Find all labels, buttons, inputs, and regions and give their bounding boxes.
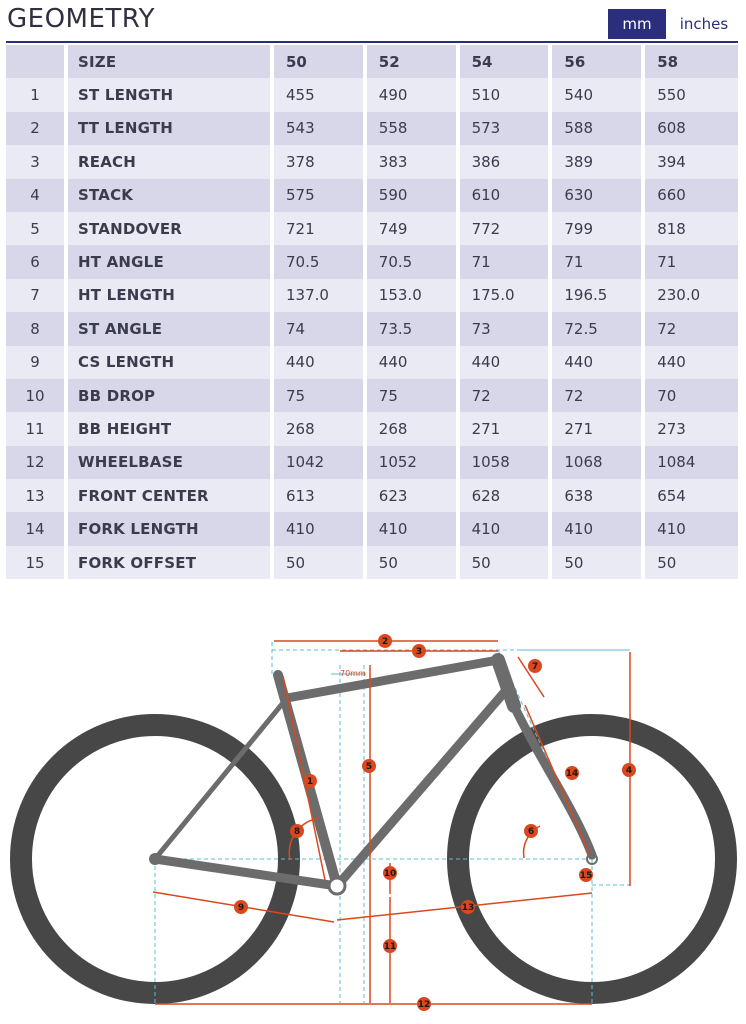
row-number: 12 (6, 446, 68, 479)
table-row (6, 112, 738, 145)
measurement-value-size-54: 410 (460, 512, 553, 545)
measurement-value-size-52: 268 (367, 412, 460, 445)
measurement-name: WHEELBASE (68, 446, 274, 479)
svg-text:6: 6 (527, 827, 535, 837)
measurement-value-size-54: 573 (460, 112, 553, 145)
measurement-value-size-54: 628 (460, 479, 553, 512)
measurement-value-size-54: 440 (460, 346, 553, 379)
measurement-value-size-58: 1084 (645, 446, 738, 479)
offset-note (331, 669, 366, 678)
measurement-value-size-52: 70.5 (367, 245, 460, 278)
measurement-value-size-50: 575 (274, 179, 367, 212)
measurement-value-size-52: 749 (367, 212, 460, 245)
offset-note-label: 70mm (340, 669, 366, 678)
measurement-value-size-52: 440 (367, 346, 460, 379)
svg-text:15: 15 (579, 871, 593, 881)
measurement-value-size-50: 70.5 (274, 245, 367, 278)
measurement-value-size-56: 540 (552, 78, 645, 111)
table-row (6, 279, 738, 312)
table-row (6, 179, 738, 212)
badge-6 (524, 824, 538, 838)
measurement-value-size-56: 196.5 (552, 279, 645, 312)
badge-14 (565, 766, 579, 780)
measurement-name: ST ANGLE (68, 312, 274, 345)
measurement-value-size-54: 610 (460, 179, 553, 212)
measurement-value-size-52: 383 (367, 145, 460, 178)
measurement-value-size-56: 72 (552, 379, 645, 412)
measurement-name: CS LENGTH (68, 346, 274, 379)
svg-text:13: 13 (461, 903, 475, 913)
measurement-value-size-52: 490 (367, 78, 460, 111)
bike-frame (155, 660, 592, 886)
measurement-value-size-50: 410 (274, 512, 367, 545)
row-number: 6 (6, 245, 68, 278)
svg-text:3: 3 (415, 647, 423, 657)
row-number: 1 (6, 78, 68, 111)
measurement-value-size-54: 73 (460, 312, 553, 345)
unit-mm-button[interactable]: mm (608, 9, 666, 39)
measurement-value-size-52: 558 (367, 112, 460, 145)
measurement-name: REACH (68, 145, 274, 178)
table-row (6, 312, 738, 345)
table-row (6, 145, 738, 178)
measurement-value-size-56: 71 (552, 245, 645, 278)
measurement-name: ST LENGTH (68, 78, 274, 111)
measurement-value-size-58: 818 (645, 212, 738, 245)
row-number: 7 (6, 279, 68, 312)
row-number: 5 (6, 212, 68, 245)
table-header-row (6, 45, 738, 78)
svg-text:1: 1 (306, 777, 314, 787)
measurement-name: TT LENGTH (68, 112, 274, 145)
svg-text:10: 10 (383, 869, 397, 879)
badge-8 (290, 824, 304, 838)
size-header-50: 50 (274, 45, 367, 78)
measurement-value-size-54: 1058 (460, 446, 553, 479)
measurement-value-size-50: 50 (274, 546, 367, 579)
row-number: 3 (6, 145, 68, 178)
table-row (6, 245, 738, 278)
unit-inches-button[interactable]: inches (670, 9, 738, 39)
svg-text:12: 12 (417, 1000, 431, 1010)
measurement-value-size-58: 273 (645, 412, 738, 445)
measurement-value-size-52: 410 (367, 512, 460, 545)
measurement-value-size-58: 608 (645, 112, 738, 145)
svg-text:2: 2 (381, 637, 389, 647)
measurement-value-size-54: 271 (460, 412, 553, 445)
measurement-name: STANDOVER (68, 212, 274, 245)
measurement-value-size-50: 378 (274, 145, 367, 178)
measurement-value-size-56: 1068 (552, 446, 645, 479)
measurement-value-size-50: 613 (274, 479, 367, 512)
table-row (6, 379, 738, 412)
badge-13 (461, 900, 475, 914)
measurement-value-size-52: 50 (367, 546, 460, 579)
svg-text:11: 11 (383, 942, 397, 952)
row-number: 2 (6, 112, 68, 145)
measurement-value-size-58: 654 (645, 479, 738, 512)
measurement-value-size-58: 660 (645, 179, 738, 212)
size-header-54: 54 (460, 45, 553, 78)
measurement-value-size-50: 137.0 (274, 279, 367, 312)
measurement-value-size-58: 410 (645, 512, 738, 545)
table-row (6, 446, 738, 479)
measurement-value-size-58: 440 (645, 346, 738, 379)
measurement-value-size-54: 71 (460, 245, 553, 278)
measurement-name: BB HEIGHT (68, 412, 274, 445)
measurement-value-size-50: 74 (274, 312, 367, 345)
svg-text:14: 14 (565, 769, 579, 779)
measurement-value-size-56: 630 (552, 179, 645, 212)
geometry-table (6, 45, 738, 579)
table-row (6, 78, 738, 111)
table-row (6, 479, 738, 512)
measurement-value-size-52: 590 (367, 179, 460, 212)
measurement-value-size-52: 75 (367, 379, 460, 412)
measurement-value-size-54: 72 (460, 379, 553, 412)
size-label: SIZE (68, 45, 274, 78)
measurement-name: HT ANGLE (68, 245, 274, 278)
measurement-value-size-58: 71 (645, 245, 738, 278)
size-header-56: 56 (552, 45, 645, 78)
measurement-value-size-50: 721 (274, 212, 367, 245)
measurement-value-size-54: 386 (460, 145, 553, 178)
measurement-value-size-50: 268 (274, 412, 367, 445)
measurement-value-size-50: 75 (274, 379, 367, 412)
measurement-name: FORK LENGTH (68, 512, 274, 545)
measurement-value-size-52: 1052 (367, 446, 460, 479)
svg-text:5: 5 (365, 762, 373, 772)
svg-text:7: 7 (531, 662, 539, 672)
row-number: 14 (6, 512, 68, 545)
badge-2 (378, 634, 392, 648)
geometry-header (6, 0, 738, 43)
badge-5 (362, 759, 376, 773)
measurement-value-size-56: 799 (552, 212, 645, 245)
measurement-value-size-56: 72.5 (552, 312, 645, 345)
row-number: 11 (6, 412, 68, 445)
table-row (6, 412, 738, 445)
measurement-value-size-56: 50 (552, 546, 645, 579)
badge-11 (383, 939, 397, 953)
measurement-value-size-50: 543 (274, 112, 367, 145)
measurement-value-size-56: 389 (552, 145, 645, 178)
row-number: 15 (6, 546, 68, 579)
measurement-value-size-56: 271 (552, 412, 645, 445)
measurement-value-size-52: 73.5 (367, 312, 460, 345)
measurement-value-size-54: 50 (460, 546, 553, 579)
table-row (6, 346, 738, 379)
badge-12 (417, 997, 431, 1011)
measurement-value-size-54: 175.0 (460, 279, 553, 312)
size-header-52: 52 (367, 45, 460, 78)
measurement-value-size-58: 394 (645, 145, 738, 178)
bottom-bracket (329, 878, 345, 894)
badge-10 (383, 866, 397, 880)
measurement-value-size-56: 638 (552, 479, 645, 512)
measurement-value-size-58: 50 (645, 546, 738, 579)
badge-1 (303, 774, 317, 788)
svg-text:4: 4 (625, 766, 633, 776)
measurement-name: HT LENGTH (68, 279, 274, 312)
badge-15 (579, 868, 593, 882)
measurement-value-size-58: 550 (645, 78, 738, 111)
measurement-name: FORK OFFSET (68, 546, 274, 579)
measurement-value-size-50: 455 (274, 78, 367, 111)
table-row (6, 512, 738, 545)
measurement-value-size-56: 588 (552, 112, 645, 145)
bike-geometry-diagram (0, 612, 746, 1024)
row-number: 8 (6, 312, 68, 345)
badge-9 (234, 900, 248, 914)
row-number: 9 (6, 346, 68, 379)
header-index-cell (6, 45, 68, 78)
row-number: 10 (6, 379, 68, 412)
measurement-value-size-54: 772 (460, 212, 553, 245)
svg-text:9: 9 (237, 903, 245, 913)
page-title: GEOMETRY (7, 4, 156, 34)
badge-3 (412, 644, 426, 658)
measurement-value-size-58: 70 (645, 379, 738, 412)
measurement-value-size-58: 230.0 (645, 279, 738, 312)
measurement-value-size-52: 153.0 (367, 279, 460, 312)
badge-4 (622, 763, 636, 777)
measurement-value-size-56: 410 (552, 512, 645, 545)
measurement-value-size-54: 510 (460, 78, 553, 111)
measurement-value-size-58: 72 (645, 312, 738, 345)
table-row (6, 212, 738, 245)
measurement-value-size-52: 623 (367, 479, 460, 512)
table-row (6, 546, 738, 579)
row-number: 13 (6, 479, 68, 512)
size-header-58: 58 (645, 45, 738, 78)
measurement-name: STACK (68, 179, 274, 212)
badge-7 (528, 659, 542, 673)
measurement-value-size-50: 440 (274, 346, 367, 379)
measurement-name: BB DROP (68, 379, 274, 412)
measurement-name: FRONT CENTER (68, 479, 274, 512)
measurement-value-size-50: 1042 (274, 446, 367, 479)
row-number: 4 (6, 179, 68, 212)
measurement-value-size-56: 440 (552, 346, 645, 379)
svg-text:8: 8 (293, 827, 301, 837)
